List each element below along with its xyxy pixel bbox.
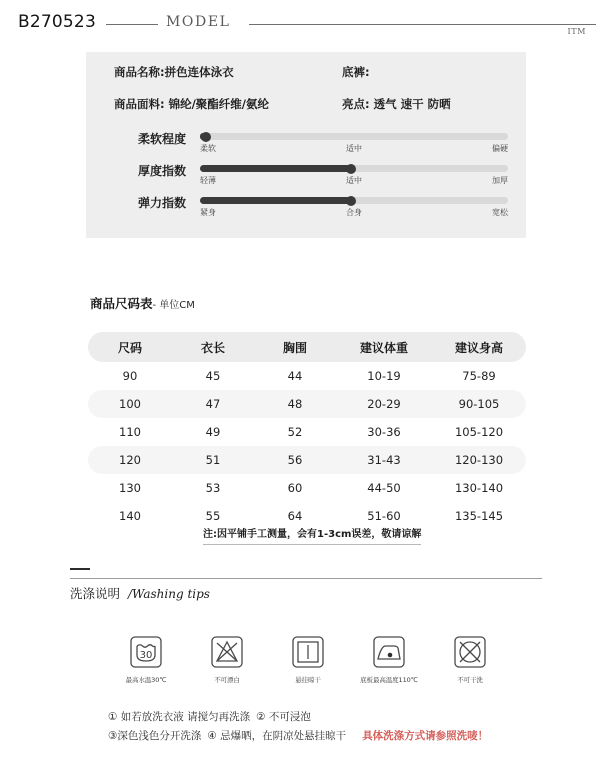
slider-track-wrap[interactable]: [200, 133, 508, 155]
care-item: ③深色浅色分开洗涤: [108, 730, 202, 742]
cell-height: 105-120: [454, 425, 504, 439]
attribute-sliders: [114, 130, 508, 226]
iron-110c-icon: [353, 632, 425, 672]
cell-height: 90-105: [432, 390, 526, 418]
cell-height: 120-130: [432, 446, 526, 474]
table-header-row: [88, 332, 526, 362]
slider-knob[interactable]: [201, 132, 211, 142]
no-dry-clean-icon: [434, 632, 506, 672]
size-chart-table: [88, 332, 526, 530]
product-fabric-text: 商品面料: 锦纶/聚酯纤维/氨纶: [114, 97, 270, 111]
washing-tips-heading-en: /Washing tips: [128, 587, 210, 601]
slider-elasticity: [114, 194, 508, 226]
table-row: [88, 446, 526, 474]
cell-size: 140: [119, 509, 141, 523]
cell-height: 75-89: [462, 369, 496, 383]
info-row: [114, 64, 516, 96]
wash-caption: 悬挂晾干: [295, 676, 321, 684]
care-warning-text: 具体洗涤方式请参照洗唛！: [362, 730, 489, 742]
column-header-length: 衣长: [172, 332, 254, 362]
wash-caption: 最高水温30℃: [125, 676, 167, 684]
wash-caption: 不可漂白: [214, 676, 240, 684]
table-row: [88, 474, 526, 502]
line-dry-icon: [272, 632, 344, 672]
slider-tick-start: 紧身: [200, 208, 216, 217]
cell-bust: 56: [254, 446, 336, 474]
cell-length: 45: [205, 369, 221, 383]
slider-tick-end: 加厚: [492, 176, 508, 185]
care-item: ① 如若放洗衣液 请搅匀再洗涤: [108, 711, 251, 723]
cell-weight: 10-19: [367, 369, 401, 383]
table-row: [88, 418, 526, 446]
care-instructions: [108, 708, 538, 746]
cell-height: 135-145: [454, 509, 504, 523]
slider-tick-end: 偏硬: [492, 144, 508, 153]
slider-tick-start: 轻薄: [200, 176, 216, 185]
no-bleach-icon: [191, 632, 263, 672]
cell-length: 55: [205, 509, 221, 523]
slider-label: 弹力指数: [137, 196, 186, 210]
wash-30c-icon: [110, 632, 182, 672]
washing-symbol-item: [191, 632, 263, 684]
slider-thickness: [114, 162, 508, 194]
info-row: [114, 96, 516, 128]
cell-bust: 48: [254, 390, 336, 418]
column-header-size: 尺码: [88, 332, 172, 362]
slider-tick-end: 宽松: [492, 208, 508, 217]
slider-track[interactable]: [200, 197, 508, 204]
slider-tick-mid: 合身: [346, 208, 362, 217]
cell-weight: 44-50: [367, 481, 401, 495]
model-label: MODEL: [166, 14, 231, 30]
table-row: [88, 362, 526, 390]
wash-caption: 不可干洗: [457, 676, 483, 684]
cell-bust: 44: [287, 369, 303, 383]
cell-length: 53: [205, 481, 221, 495]
cell-weight: 51-60: [367, 509, 401, 523]
column-header-height: 建议身高: [432, 332, 526, 362]
care-line: [108, 727, 538, 746]
header-rule-right: [249, 24, 596, 25]
washing-symbol-item: [353, 632, 425, 684]
bottoms-text: 底裤:: [342, 65, 370, 79]
section-divider: [70, 578, 542, 579]
cell-height: 130-140: [454, 481, 504, 495]
size-chart-body: [88, 362, 526, 530]
slider-tick-start: 柔软: [200, 144, 216, 153]
product-name-text: 商品名称:拼色连体泳衣: [114, 65, 234, 79]
slider-fill: [200, 197, 351, 204]
itm-mark: ITM: [567, 27, 586, 36]
slider-ticks: [200, 143, 508, 155]
washing-tips-heading: [70, 584, 210, 602]
slider-fill: [200, 165, 351, 172]
care-line: [108, 708, 538, 727]
care-item: ② 不可浸泡: [256, 711, 311, 723]
slider-ticks: [200, 175, 508, 187]
washing-tips-heading-cn: 洗涤说明: [70, 586, 121, 601]
measurement-note: 注:因平铺手工测量，会有1-3cm误差，敬请谅解: [203, 525, 421, 545]
cell-length: 47: [172, 390, 254, 418]
washing-symbols-row: [110, 632, 506, 684]
cell-weight: 20-29: [336, 390, 432, 418]
product-info-panel: [86, 52, 526, 238]
page-header: [18, 12, 596, 46]
washing-symbol-item: [110, 632, 182, 684]
slider-knob[interactable]: [346, 196, 356, 206]
cell-weight: 31-43: [336, 446, 432, 474]
slider-label: 柔软程度: [137, 132, 186, 146]
washing-symbol-item: [434, 632, 506, 684]
cell-bust: 64: [287, 509, 303, 523]
slider-tick-mid: 适中: [346, 144, 362, 153]
slider-track-wrap[interactable]: [200, 165, 508, 187]
cell-weight: 30-36: [367, 425, 401, 439]
size-chart-title: [90, 294, 195, 312]
slider-ticks: [200, 207, 508, 219]
svg-text:30: 30: [139, 650, 153, 661]
table-row: [88, 390, 526, 418]
section-divider-accent: [70, 568, 90, 570]
slider-track-wrap[interactable]: [200, 197, 508, 219]
header-rule-left: [106, 24, 158, 25]
slider-softness: [114, 130, 508, 162]
size-chart-title-text: 商品尺码表: [90, 296, 153, 311]
cell-bust: 52: [287, 425, 303, 439]
product-code: B270523: [18, 12, 96, 32]
column-header-weight: 建议体重: [336, 332, 432, 362]
cell-size: 110: [119, 425, 141, 439]
highlights-text: 亮点: 透气 速干 防晒: [342, 97, 451, 111]
care-item: ④ 忌爆晒，在阴凉处悬挂晾干: [207, 730, 347, 742]
cell-size: 100: [88, 390, 172, 418]
product-info-grid: [114, 64, 516, 128]
cell-length: 51: [172, 446, 254, 474]
slider-tick-mid: 适中: [346, 176, 362, 185]
washing-symbol-item: [272, 632, 344, 684]
cell-length: 49: [205, 425, 221, 439]
size-chart-head: [88, 332, 526, 362]
slider-knob[interactable]: [346, 164, 356, 174]
column-header-bust: 胸围: [254, 332, 336, 362]
cell-size: 120: [88, 446, 172, 474]
cell-size: 130: [119, 481, 141, 495]
cell-size: 90: [122, 369, 138, 383]
wash-caption: 底板最高温度110℃: [360, 676, 418, 684]
slider-label: 厚度指数: [137, 164, 186, 178]
slider-track[interactable]: [200, 165, 508, 172]
slider-track[interactable]: [200, 133, 508, 140]
size-chart-unit: - 单位CM: [152, 300, 195, 311]
cell-bust: 60: [287, 481, 303, 495]
